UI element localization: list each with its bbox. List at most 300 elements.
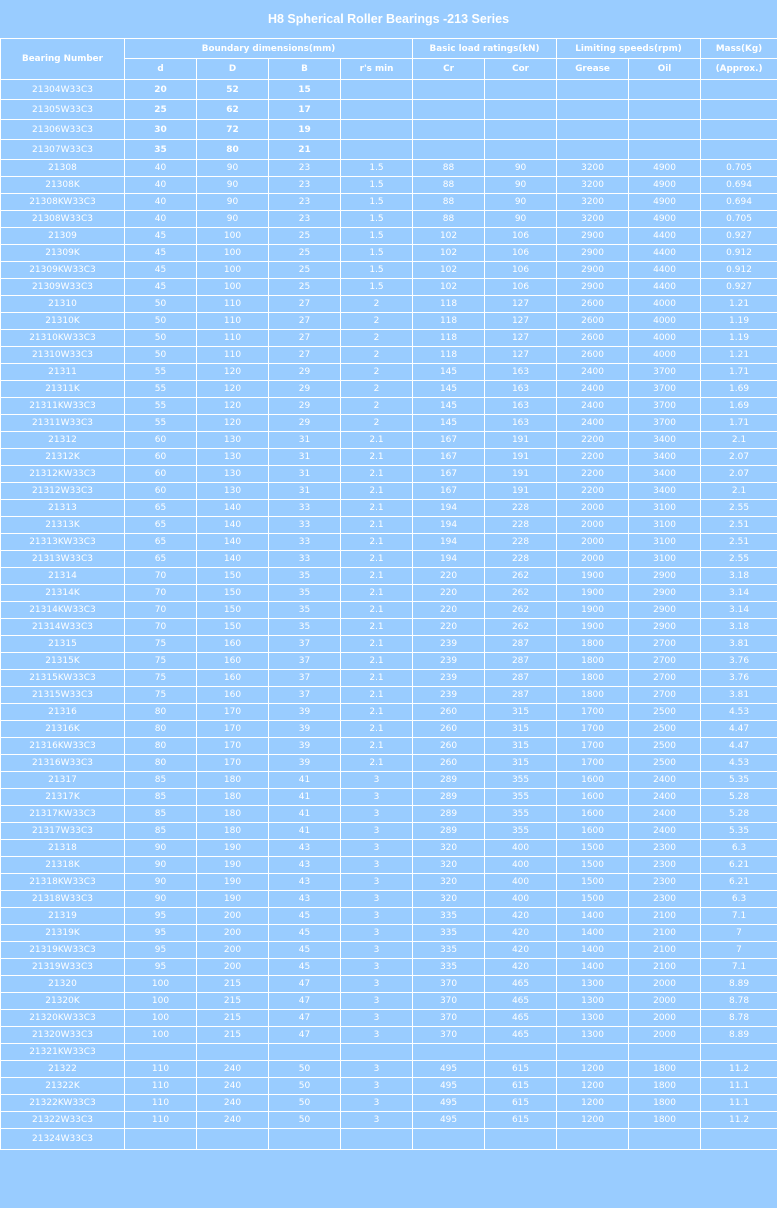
cell-cr: 260 — [413, 704, 485, 721]
cell-cr: 320 — [413, 840, 485, 857]
cell-bearing-number: 21318K — [1, 857, 125, 874]
cell-mass — [701, 120, 777, 140]
cell-grease: 1300 — [557, 993, 629, 1010]
cell-d: 70 — [125, 619, 197, 636]
cell-cr: 220 — [413, 585, 485, 602]
cell-cr: 220 — [413, 568, 485, 585]
cell-grease — [557, 80, 629, 100]
cell-grease: 1400 — [557, 942, 629, 959]
cell-cr: 239 — [413, 653, 485, 670]
cell-oil: 2700 — [629, 687, 701, 704]
cell-oil: 4900 — [629, 211, 701, 228]
cell-rs-min: 2.1 — [341, 551, 413, 568]
cell-bearing-number: 21309K — [1, 245, 125, 262]
table-row — [1, 1129, 777, 1150]
cell-d: 45 — [125, 279, 197, 296]
cell-d: 50 — [125, 296, 197, 313]
cell-bearing-number: 21319KW33C3 — [1, 942, 125, 959]
cell-cr: 118 — [413, 347, 485, 364]
cell-bearing-number: 21312K — [1, 449, 125, 466]
cell-D: 200 — [197, 925, 269, 942]
cell-d: 110 — [125, 1061, 197, 1078]
cell-mass: 3.76 — [701, 653, 777, 670]
cell-d: 90 — [125, 874, 197, 891]
header-cor: Cor — [485, 59, 557, 80]
table-row — [1, 1044, 777, 1061]
cell-bearing-number: 21313 — [1, 500, 125, 517]
cell-B — [269, 1129, 341, 1150]
cell-cr — [413, 80, 485, 100]
table-row — [1, 296, 777, 313]
table-row — [1, 534, 777, 551]
cell-grease: 1700 — [557, 704, 629, 721]
cell-oil: 4000 — [629, 313, 701, 330]
cell-bearing-number: 21317KW33C3 — [1, 806, 125, 823]
cell-grease: 1500 — [557, 891, 629, 908]
cell-oil: 2700 — [629, 636, 701, 653]
cell-B: 50 — [269, 1061, 341, 1078]
cell-d: 75 — [125, 687, 197, 704]
cell-cor: 262 — [485, 568, 557, 585]
cell-rs-min: 3 — [341, 772, 413, 789]
cell-B: 19 — [269, 120, 341, 140]
cell-bearing-number: 21319K — [1, 925, 125, 942]
cell-cor: 420 — [485, 908, 557, 925]
cell-mass: 2.1 — [701, 432, 777, 449]
cell-cor — [485, 80, 557, 100]
cell-grease: 1900 — [557, 619, 629, 636]
cell-rs-min: 3 — [341, 925, 413, 942]
table-row — [1, 330, 777, 347]
cell-B: 47 — [269, 1010, 341, 1027]
cell-B: 31 — [269, 449, 341, 466]
cell-D: 62 — [197, 100, 269, 120]
cell-grease: 1400 — [557, 959, 629, 976]
cell-D: 180 — [197, 789, 269, 806]
cell-D: 150 — [197, 619, 269, 636]
cell-D: 160 — [197, 636, 269, 653]
cell-cr: 260 — [413, 721, 485, 738]
cell-oil: 3700 — [629, 364, 701, 381]
table-row — [1, 415, 777, 432]
cell-cor: 465 — [485, 1027, 557, 1044]
cell-d: 60 — [125, 449, 197, 466]
cell-B: 37 — [269, 687, 341, 704]
cell-d: 55 — [125, 364, 197, 381]
cell-bearing-number: 21318KW33C3 — [1, 874, 125, 891]
cell-bearing-number: 21320K — [1, 993, 125, 1010]
cell-cr: 239 — [413, 687, 485, 704]
cell-D: 110 — [197, 313, 269, 330]
cell-D: 180 — [197, 772, 269, 789]
cell-mass: 5.35 — [701, 772, 777, 789]
cell-grease: 1900 — [557, 568, 629, 585]
cell-cor: 163 — [485, 415, 557, 432]
cell-B: 23 — [269, 177, 341, 194]
cell-grease: 1700 — [557, 755, 629, 772]
cell-grease: 2900 — [557, 279, 629, 296]
cell-bearing-number: 21314W33C3 — [1, 619, 125, 636]
cell-D: 130 — [197, 483, 269, 500]
cell-grease: 2600 — [557, 347, 629, 364]
cell-grease: 1300 — [557, 976, 629, 993]
cell-bearing-number: 21308 — [1, 160, 125, 177]
cell-d: 95 — [125, 942, 197, 959]
cell-bearing-number: 21312KW33C3 — [1, 466, 125, 483]
table-row — [1, 120, 777, 140]
cell-rs-min: 3 — [341, 891, 413, 908]
cell-B: 27 — [269, 313, 341, 330]
cell-D: 150 — [197, 585, 269, 602]
cell-D: 130 — [197, 466, 269, 483]
cell-bearing-number: 21307W33C3 — [1, 140, 125, 160]
cell-mass — [701, 80, 777, 100]
table-row — [1, 449, 777, 466]
cell-d: 85 — [125, 789, 197, 806]
cell-cor: 315 — [485, 755, 557, 772]
cell-cr: 260 — [413, 755, 485, 772]
cell-oil: 2400 — [629, 772, 701, 789]
cell-rs-min: 2.1 — [341, 466, 413, 483]
cell-d: 30 — [125, 120, 197, 140]
cell-B: 33 — [269, 517, 341, 534]
cell-mass — [701, 1129, 777, 1150]
cell-d: 70 — [125, 568, 197, 585]
cell-cr: 145 — [413, 415, 485, 432]
cell-D: 215 — [197, 1010, 269, 1027]
cell-rs-min: 2 — [341, 398, 413, 415]
cell-grease: 1700 — [557, 738, 629, 755]
cell-d: 75 — [125, 653, 197, 670]
cell-rs-min: 2 — [341, 347, 413, 364]
cell-cr: 495 — [413, 1061, 485, 1078]
header-approx: (Approx.) — [701, 59, 777, 80]
cell-grease: 1800 — [557, 636, 629, 653]
cell-rs-min: 3 — [341, 993, 413, 1010]
cell-cr: 335 — [413, 942, 485, 959]
cell-oil: 3400 — [629, 449, 701, 466]
cell-cor: 90 — [485, 177, 557, 194]
cell-D: 180 — [197, 806, 269, 823]
cell-bearing-number: 21314KW33C3 — [1, 602, 125, 619]
cell-B: 43 — [269, 857, 341, 874]
cell-rs-min: 3 — [341, 1061, 413, 1078]
cell-oil: 2400 — [629, 806, 701, 823]
cell-cr: 102 — [413, 228, 485, 245]
cell-cr — [413, 1044, 485, 1061]
cell-mass: 3.18 — [701, 568, 777, 585]
table-row — [1, 381, 777, 398]
cell-oil: 1800 — [629, 1112, 701, 1129]
cell-B: 27 — [269, 296, 341, 313]
cell-B: 45 — [269, 925, 341, 942]
cell-mass: 2.55 — [701, 551, 777, 568]
cell-D: 150 — [197, 602, 269, 619]
cell-B: 39 — [269, 738, 341, 755]
page-title: H8 Spherical Roller Bearings -213 Series — [267, 12, 510, 26]
table-row — [1, 1095, 777, 1112]
cell-cor: 106 — [485, 279, 557, 296]
cell-rs-min: 3 — [341, 908, 413, 925]
cell-D: 100 — [197, 245, 269, 262]
cell-D: 200 — [197, 942, 269, 959]
cell-cr: 194 — [413, 551, 485, 568]
cell-cr: 370 — [413, 1010, 485, 1027]
cell-oil: 2500 — [629, 738, 701, 755]
table-row — [1, 857, 777, 874]
cell-bearing-number: 21310 — [1, 296, 125, 313]
table-row — [1, 619, 777, 636]
table-row — [1, 347, 777, 364]
cell-D: 190 — [197, 857, 269, 874]
cell-D: 170 — [197, 738, 269, 755]
cell-mass: 8.89 — [701, 976, 777, 993]
table-row — [1, 1061, 777, 1078]
cell-D: 52 — [197, 80, 269, 100]
cell-d: 55 — [125, 381, 197, 398]
cell-grease: 1500 — [557, 857, 629, 874]
cell-cor: 228 — [485, 517, 557, 534]
cell-d — [125, 1129, 197, 1150]
cell-cr: 289 — [413, 823, 485, 840]
cell-oil: 3700 — [629, 398, 701, 415]
cell-D: 180 — [197, 823, 269, 840]
cell-D: 100 — [197, 262, 269, 279]
table-row — [1, 738, 777, 755]
cell-d: 100 — [125, 1027, 197, 1044]
cell-cr: 194 — [413, 500, 485, 517]
cell-grease — [557, 1044, 629, 1061]
cell-bearing-number: 21319W33C3 — [1, 959, 125, 976]
cell-cor: 106 — [485, 228, 557, 245]
cell-d: 90 — [125, 840, 197, 857]
cell-mass: 4.47 — [701, 738, 777, 755]
cell-mass: 2.1 — [701, 483, 777, 500]
cell-B: 41 — [269, 772, 341, 789]
cell-d: 45 — [125, 245, 197, 262]
cell-D: 110 — [197, 296, 269, 313]
cell-D: 90 — [197, 160, 269, 177]
table-row — [1, 364, 777, 381]
cell-D: 170 — [197, 755, 269, 772]
cell-mass: 1.19 — [701, 313, 777, 330]
cell-grease: 2600 — [557, 330, 629, 347]
table-row — [1, 976, 777, 993]
cell-rs-min: 3 — [341, 823, 413, 840]
cell-oil: 2300 — [629, 857, 701, 874]
cell-cr: 118 — [413, 296, 485, 313]
cell-grease: 1600 — [557, 789, 629, 806]
cell-d: 55 — [125, 415, 197, 432]
cell-D — [197, 1044, 269, 1061]
cell-oil: 2900 — [629, 568, 701, 585]
cell-B: 25 — [269, 262, 341, 279]
cell-B: 50 — [269, 1095, 341, 1112]
cell-cor: 191 — [485, 466, 557, 483]
cell-bearing-number: 21322 — [1, 1061, 125, 1078]
cell-mass: 3.76 — [701, 670, 777, 687]
cell-mass: 2.51 — [701, 517, 777, 534]
cell-cor: 315 — [485, 704, 557, 721]
cell-oil: 2500 — [629, 704, 701, 721]
cell-B: 39 — [269, 755, 341, 772]
cell-grease: 1900 — [557, 585, 629, 602]
cell-rs-min: 1.5 — [341, 177, 413, 194]
header-limiting-speeds: Limiting speeds(rpm) — [557, 39, 701, 59]
cell-oil: 2400 — [629, 789, 701, 806]
header-B: B — [269, 59, 341, 80]
cell-B: 43 — [269, 891, 341, 908]
cell-rs-min: 1.5 — [341, 194, 413, 211]
cell-oil: 3700 — [629, 381, 701, 398]
cell-cor: 127 — [485, 330, 557, 347]
cell-bearing-number: 21309W33C3 — [1, 279, 125, 296]
cell-d: 85 — [125, 823, 197, 840]
table-row — [1, 772, 777, 789]
cell-mass: 0.927 — [701, 228, 777, 245]
cell-D — [197, 1129, 269, 1150]
cell-grease: 3200 — [557, 194, 629, 211]
table-row — [1, 721, 777, 738]
cell-grease: 2200 — [557, 449, 629, 466]
table-row — [1, 194, 777, 211]
cell-oil: 2300 — [629, 891, 701, 908]
cell-cr: 220 — [413, 602, 485, 619]
cell-D: 240 — [197, 1112, 269, 1129]
cell-mass: 1.21 — [701, 347, 777, 364]
cell-D: 100 — [197, 279, 269, 296]
cell-d: 110 — [125, 1112, 197, 1129]
cell-D: 160 — [197, 687, 269, 704]
cell-mass — [701, 100, 777, 120]
cell-bearing-number: 21317W33C3 — [1, 823, 125, 840]
cell-cr: 320 — [413, 857, 485, 874]
cell-mass: 5.28 — [701, 806, 777, 823]
cell-bearing-number: 21313W33C3 — [1, 551, 125, 568]
cell-mass: 11.1 — [701, 1095, 777, 1112]
cell-grease — [557, 100, 629, 120]
table-row — [1, 228, 777, 245]
cell-oil: 2700 — [629, 653, 701, 670]
cell-rs-min: 2.1 — [341, 755, 413, 772]
cell-oil: 2500 — [629, 755, 701, 772]
cell-cr: 102 — [413, 262, 485, 279]
cell-grease: 1600 — [557, 806, 629, 823]
cell-cr: 289 — [413, 806, 485, 823]
cell-grease: 2900 — [557, 262, 629, 279]
cell-B: 21 — [269, 140, 341, 160]
cell-cor: 191 — [485, 449, 557, 466]
header-D: D — [197, 59, 269, 80]
cell-oil: 2000 — [629, 976, 701, 993]
cell-grease — [557, 120, 629, 140]
table-row — [1, 211, 777, 228]
cell-mass: 1.69 — [701, 381, 777, 398]
cell-mass: 3.81 — [701, 636, 777, 653]
cell-cr: 220 — [413, 619, 485, 636]
cell-cor: 228 — [485, 534, 557, 551]
cell-cor — [485, 1044, 557, 1061]
cell-cr: 88 — [413, 211, 485, 228]
cell-rs-min: 2.1 — [341, 432, 413, 449]
cell-D: 110 — [197, 330, 269, 347]
cell-grease: 1200 — [557, 1112, 629, 1129]
header-boundary-dimensions: Boundary dimensions(mm) — [125, 39, 413, 59]
cell-rs-min: 2.1 — [341, 483, 413, 500]
cell-d: 45 — [125, 262, 197, 279]
cell-d: 50 — [125, 330, 197, 347]
cell-rs-min: 3 — [341, 959, 413, 976]
cell-rs-min — [341, 140, 413, 160]
cell-d — [125, 1044, 197, 1061]
cell-B: 15 — [269, 80, 341, 100]
cell-oil: 1800 — [629, 1078, 701, 1095]
cell-D: 215 — [197, 976, 269, 993]
cell-rs-min: 3 — [341, 874, 413, 891]
cell-d: 85 — [125, 772, 197, 789]
cell-D: 140 — [197, 517, 269, 534]
cell-grease: 2000 — [557, 551, 629, 568]
cell-bearing-number: 21315K — [1, 653, 125, 670]
cell-cr: 320 — [413, 874, 485, 891]
cell-cr: 194 — [413, 534, 485, 551]
cell-rs-min: 1.5 — [341, 245, 413, 262]
cell-grease: 3200 — [557, 211, 629, 228]
cell-oil: 4000 — [629, 330, 701, 347]
cell-cr: 102 — [413, 279, 485, 296]
cell-mass: 0.705 — [701, 160, 777, 177]
cell-cor: 90 — [485, 211, 557, 228]
cell-rs-min: 2.1 — [341, 517, 413, 534]
cell-B: 29 — [269, 381, 341, 398]
cell-B: 27 — [269, 330, 341, 347]
cell-mass: 11.1 — [701, 1078, 777, 1095]
cell-d: 60 — [125, 432, 197, 449]
cell-D: 72 — [197, 120, 269, 140]
cell-bearing-number: 21317 — [1, 772, 125, 789]
cell-D: 170 — [197, 721, 269, 738]
cell-cr: 495 — [413, 1095, 485, 1112]
cell-d: 55 — [125, 398, 197, 415]
cell-oil: 3100 — [629, 517, 701, 534]
cell-d: 80 — [125, 704, 197, 721]
table-body — [1, 80, 777, 1150]
cell-cr: 495 — [413, 1078, 485, 1095]
cell-d: 70 — [125, 602, 197, 619]
cell-B: 17 — [269, 100, 341, 120]
cell-rs-min: 2.1 — [341, 670, 413, 687]
cell-bearing-number: 21318W33C3 — [1, 891, 125, 908]
cell-mass: 0.705 — [701, 211, 777, 228]
cell-grease: 1500 — [557, 840, 629, 857]
cell-bearing-number: 21310K — [1, 313, 125, 330]
cell-d: 80 — [125, 738, 197, 755]
cell-mass: 0.694 — [701, 194, 777, 211]
cell-oil — [629, 1044, 701, 1061]
cell-cr: 495 — [413, 1112, 485, 1129]
cell-cor: 90 — [485, 194, 557, 211]
cell-D: 140 — [197, 534, 269, 551]
cell-rs-min: 1.5 — [341, 211, 413, 228]
cell-rs-min — [341, 100, 413, 120]
cell-rs-min: 3 — [341, 1010, 413, 1027]
table-row — [1, 551, 777, 568]
cell-B: 45 — [269, 942, 341, 959]
cell-rs-min: 2.1 — [341, 687, 413, 704]
header-cr: Cr — [413, 59, 485, 80]
cell-oil — [629, 120, 701, 140]
cell-oil: 2100 — [629, 942, 701, 959]
